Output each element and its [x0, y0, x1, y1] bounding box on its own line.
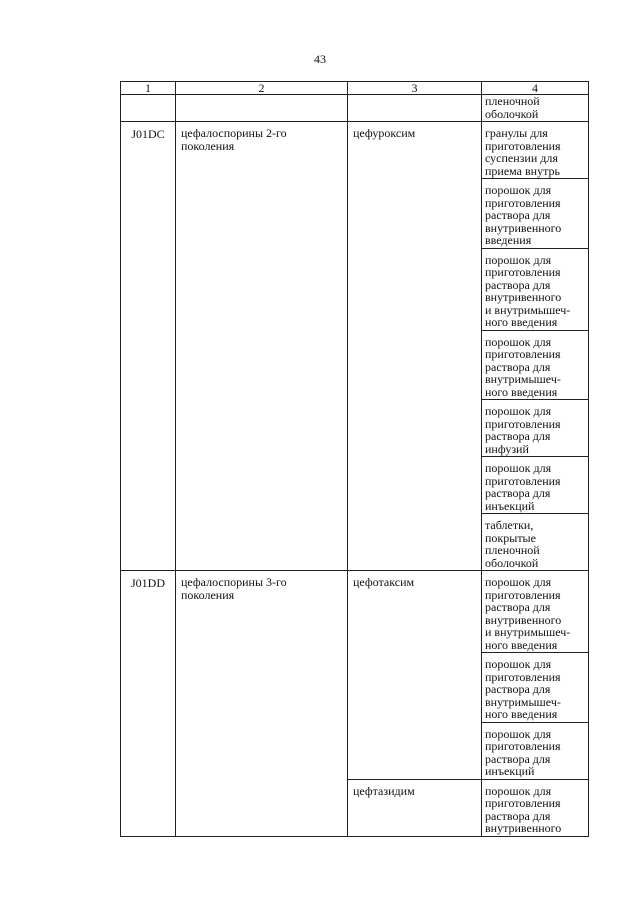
atc-code: J01DD: [121, 571, 176, 837]
table-row: [121, 571, 589, 780]
drug-name: цефтазидим: [348, 779, 482, 836]
column-number-1: 1: [121, 82, 176, 95]
dosage-forms-cell: [482, 779, 589, 836]
drug-name: цефуроксим: [348, 122, 482, 571]
dosage-forms-cell: [482, 571, 589, 780]
dosage-form: гранулы для приготовления суспензии для приема внутрь: [482, 122, 588, 179]
dosage-form: порошок для приготовления раствора для инфузий: [482, 400, 588, 457]
dosage-form: порошок для приготовления раствора для внутримышеч- ного введения: [482, 653, 588, 723]
dosage-form: порошок для приготовления раствора для внутримышеч- ного введения: [482, 331, 588, 401]
dosage-form: порошок для приготовления раствора для внутривенного и внутримышеч- ного введения: [482, 571, 588, 653]
column-number-4: 4: [482, 82, 589, 95]
dosage-form: порошок для приготовления раствора для внутривенного: [485, 783, 562, 835]
dosage-forms-cell: [482, 122, 589, 571]
dosage-form: пленочной оболочкой: [485, 94, 540, 121]
continuation-drug-cell: [348, 95, 482, 122]
column-number-2: 2: [176, 82, 348, 95]
group-name: цефалоспорины 2-го поколения: [176, 122, 348, 571]
drug-name: цефотаксим: [348, 571, 482, 780]
dosage-form: порошок для приготовления раствора для внутривенного введения: [482, 179, 588, 249]
column-number-3: 3: [348, 82, 482, 95]
dosage-form: порошок для приготовления раствора для инъекций: [485, 726, 561, 778]
medication-table: [120, 81, 589, 837]
continuation-form-cell: [482, 95, 589, 122]
continuation-code-cell: [121, 95, 176, 122]
group-name: цефалоспорины 3-го поколения: [176, 571, 348, 837]
dosage-form: таблетки, покрытые пленочной оболочкой: [485, 518, 540, 570]
atc-code: J01DC: [121, 122, 176, 571]
dosage-form: порошок для приготовления раствора для инъекций: [482, 457, 588, 514]
table-header-row: [121, 82, 589, 95]
table-row: [121, 122, 589, 571]
dosage-form: порошок для приготовления раствора для внутривенного и внутримышеч- ного введения: [482, 249, 588, 331]
page-number: 43: [314, 52, 326, 66]
continuation-name-cell: [176, 95, 348, 122]
continuation-row: [121, 95, 589, 122]
